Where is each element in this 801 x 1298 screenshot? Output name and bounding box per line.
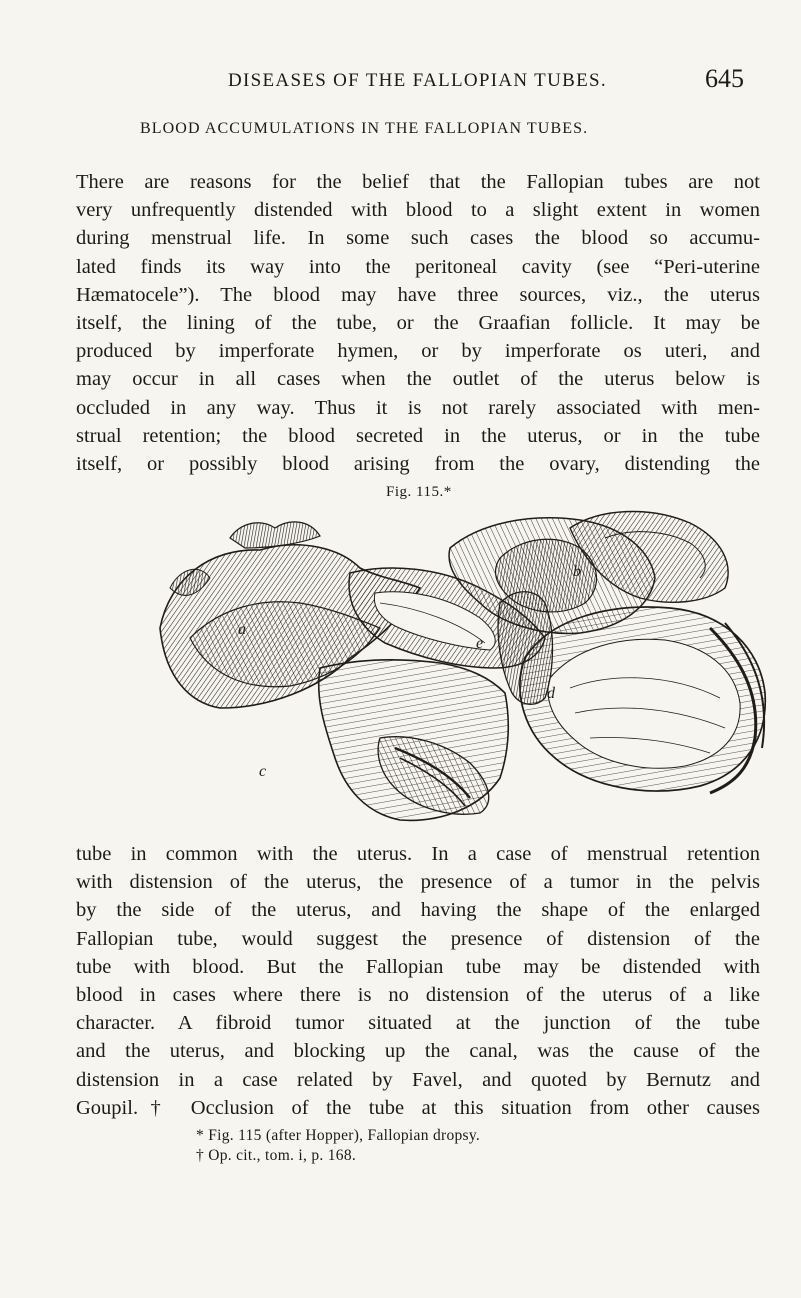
text-line: produced by imperforate hymen, or by imperforate os uteri, and [76, 340, 760, 363]
text-line: by the side of the uterus, and having the shape of the enlarged [76, 899, 760, 922]
text-line: itself, or possibly blood arising from the ovary, distending the [76, 453, 760, 476]
page-number: 645 [705, 64, 744, 93]
text-line: with distension of the uterus, the presence of a tumor in the pelvis [76, 871, 760, 894]
label-d: d [547, 685, 555, 702]
text-line: tube in common with the uterus. In a case of menstrual retention [76, 843, 760, 865]
text-line: lated finds its way into the peritoneal cavity (see “Peri-uterine [76, 255, 760, 278]
paragraph-1 [76, 168, 760, 478]
label-c: c [259, 763, 267, 780]
text-line: Hæmatocele”). The blood may have three sources, viz., the uterus [76, 283, 760, 306]
text-line: itself, the lining of the tube, or the Graafian follicle. It may be [76, 312, 760, 335]
figure-caption: Fig. 115.* [386, 484, 452, 500]
text-line: strual retention; the blood secreted in the uterus, or in the tube [76, 424, 760, 447]
text-line: may occur in all cases when the outlet of the uterus below is [76, 368, 760, 391]
text-line: There are reasons for the belief that the Fallopian tubes are not [76, 171, 760, 193]
text-line: character. A fibroid tumor situated at the junction of the tube [76, 1012, 760, 1035]
text-line: blood in cases where there is no distension of the uterus of a like [76, 984, 760, 1007]
footnotes [196, 1126, 480, 1166]
right-ovoid-drawing [520, 607, 765, 793]
paragraph-2 [76, 840, 760, 1122]
text-line: very unfrequently distended with blood to a slight extent in women [76, 199, 760, 222]
text-line: distension in a case related by Favel, and quoted by Bernutz and [76, 1068, 760, 1091]
text-line: Fallopian tube, would suggest the presence of distension of the [76, 927, 760, 950]
footnote-2: † Op. cit., tom. i, p. 168. [196, 1147, 357, 1164]
text-line: during menstrual life. In some such cases the blood so accumu- [76, 227, 760, 250]
text-line: occluded in any way. Thus it is not rarely associated with men- [76, 396, 760, 419]
page-header [0, 64, 801, 104]
section-title: BLOOD ACCUMULATIONS IN THE FALLOPIAN TUBES. [140, 120, 589, 137]
running-title: DISEASES OF THE FALLOPIAN TUBES. [228, 70, 607, 91]
label-a: a [238, 621, 246, 638]
text-line: and the uterus, and blocking up the canal, was the cause of the [76, 1040, 760, 1063]
mid-striated-drawing [498, 592, 552, 705]
label-b: b [573, 563, 581, 580]
label-e: e [476, 635, 484, 652]
text-line: Goupil.† Occlusion of the tube at this situation from other causes [76, 1096, 760, 1119]
text-line: tube with blood. But the Fallopian tube may be distended with [76, 955, 760, 978]
figure-illustration [150, 508, 770, 833]
uterus-drawing [319, 660, 509, 821]
footnote-1: * Fig. 115 (after Hopper), Fallopian dropsy. [196, 1127, 481, 1144]
